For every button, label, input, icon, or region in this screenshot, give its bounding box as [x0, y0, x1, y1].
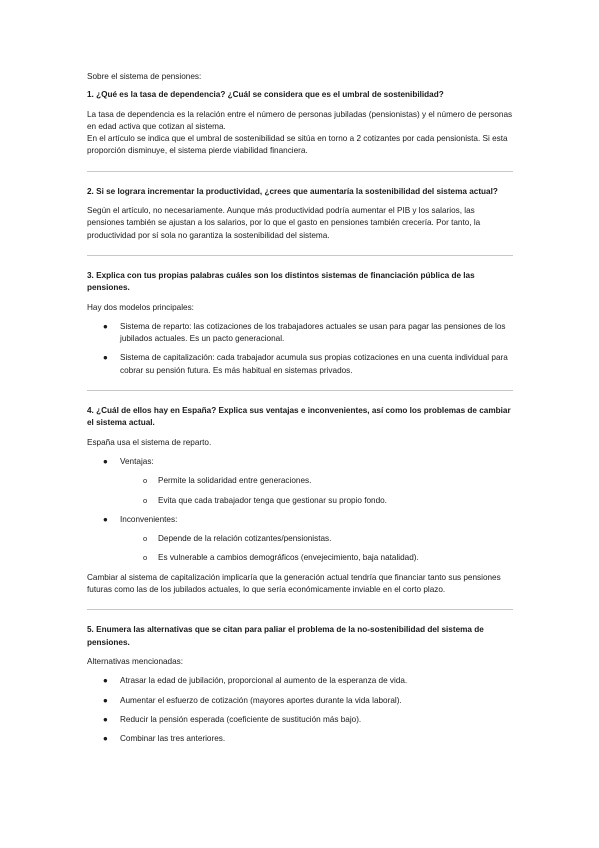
list-item	[87, 675, 513, 687]
sub-list-item	[87, 533, 513, 545]
bullet-list	[87, 675, 513, 745]
bullet-icon: ●	[103, 676, 108, 686]
answer-4-closing: Cambiar al sistema de capitalización implicaría que la generación actual tendría que financiar tanto sus pensiones futuras como las de los jubilados actuales, lo que sería económicamente inviable en el corto plazo.	[87, 572, 501, 595]
section-1	[87, 89, 513, 157]
question-5: 5. Enumera las alternativas que se citan para paliar el problema de la no-sostenibilidad del sistema de pensiones.	[87, 625, 484, 647]
list-item-text: Reducir la pensión esperada (coeficiente de sustitución más bajo).	[120, 714, 362, 724]
circle-bullet-icon: o	[143, 553, 148, 563]
list-item	[87, 352, 513, 377]
section-4	[87, 405, 513, 596]
answer-4-lead: España usa el sistema de reparto.	[87, 437, 212, 447]
list-item	[87, 695, 513, 707]
list-item-text: Combinar las tres anteriores.	[120, 734, 226, 744]
bullet-icon: ●	[103, 514, 108, 524]
list-item	[87, 321, 513, 346]
bullet-icon: ●	[103, 695, 108, 705]
list-item-text: Sistema de reparto: las cotizaciones de los trabajadores actuales se usan para pagar las pensiones de los jubilados actuales. Es un pacto generacional.	[120, 321, 506, 344]
bullet-icon: ●	[103, 321, 108, 331]
list-item-text: Inconvenientes:	[120, 514, 178, 524]
list-item-text: Atrasar la edad de jubilación, proporcional al aumento de la esperanza de vida.	[120, 676, 408, 686]
sub-list-item	[87, 475, 513, 487]
list-item	[87, 714, 513, 726]
list-item-text: Evita que cada trabajador tenga que gestionar su propio fondo.	[158, 495, 387, 505]
bullet-list	[87, 456, 513, 565]
bullet-icon: ●	[103, 456, 108, 466]
list-item-text: Ventajas:	[120, 456, 154, 466]
circle-bullet-icon: o	[143, 476, 148, 486]
section-divider	[87, 171, 513, 172]
list-item-text: Depende de la relación cotizantes/pensionistas.	[158, 534, 332, 544]
section-2	[87, 186, 513, 242]
list-item-text: Sistema de capitalización: cada trabajador acumula sus propias cotizaciones en una cuenta individual para cobrar su pensión futura. Es más habitual en sistemas privados.	[120, 353, 508, 375]
list-item-ventajas	[87, 456, 513, 468]
list-item-text: Aumentar el esfuerzo de cotización (mayores aportes durante la vida laboral).	[120, 695, 402, 705]
bullet-icon: ●	[103, 734, 108, 744]
circle-bullet-icon: o	[143, 495, 148, 505]
answer-1-paragraph-2: En el artículo se indica que el umbral de sostenibilidad se sitúa en torno a 2 cotizantes por cada pensionista. Si esta proporción disminuye, el sistema pierde viabilidad financiera.	[87, 134, 508, 156]
section-5	[87, 624, 513, 745]
section-divider	[87, 609, 513, 610]
circle-bullet-icon: o	[143, 534, 148, 544]
list-item	[87, 733, 513, 745]
answer-3-lead: Hay dos modelos principales:	[87, 302, 194, 312]
bullet-icon: ●	[103, 714, 108, 724]
answer-2: Según el artículo, no necesariamente. Aunque más productividad podría aumentar el PIB y los salarios, las pensiones también se ajustan a los salarios, por lo que el gasto en pensiones también crecería. Por tanto, la productividad por sí sola no garantiza la sostenibilidad del sistema.	[87, 206, 481, 240]
list-item-inconvenientes	[87, 514, 513, 526]
answer-5-lead: Alternativas mencionadas:	[87, 656, 184, 666]
question-3: 3. Explica con tus propias palabras cuáles son los distintos sistemas de financiación pública de las pensiones.	[87, 270, 475, 293]
list-item-text: Permite la solidaridad entre generaciones.	[158, 476, 312, 486]
section-divider	[87, 390, 513, 391]
list-item-text: Es vulnerable a cambios demográficos (envejecimiento, baja natalidad).	[158, 553, 419, 563]
intro-line: Sobre el sistema de pensiones:	[87, 72, 202, 81]
answer-1-paragraph-1: La tasa de dependencia es la relación entre el número de personas jubiladas (pensionistas) y el número de personas en edad activa que cotizan al sistema.	[87, 109, 513, 131]
bullet-list	[87, 321, 513, 377]
section-3	[87, 270, 513, 377]
bullet-icon: ●	[103, 353, 108, 363]
document-body	[87, 71, 513, 752]
sub-list-item	[87, 495, 513, 507]
section-divider	[87, 255, 513, 256]
question-4: 4. ¿Cuál de ellos hay en España? Explica sus ventajas e inconvenientes, así como los problemas de cambiar el sistema actual.	[87, 406, 511, 428]
question-2: 2. Si se lograra incrementar la productividad, ¿crees que aumentaría la sostenibilidad del sistema actual?	[87, 186, 498, 196]
sub-list-item	[87, 552, 513, 564]
question-1: 1. ¿Qué es la tasa de dependencia? ¿Cuál se considera que es el umbral de sostenibilidad?	[87, 90, 444, 100]
